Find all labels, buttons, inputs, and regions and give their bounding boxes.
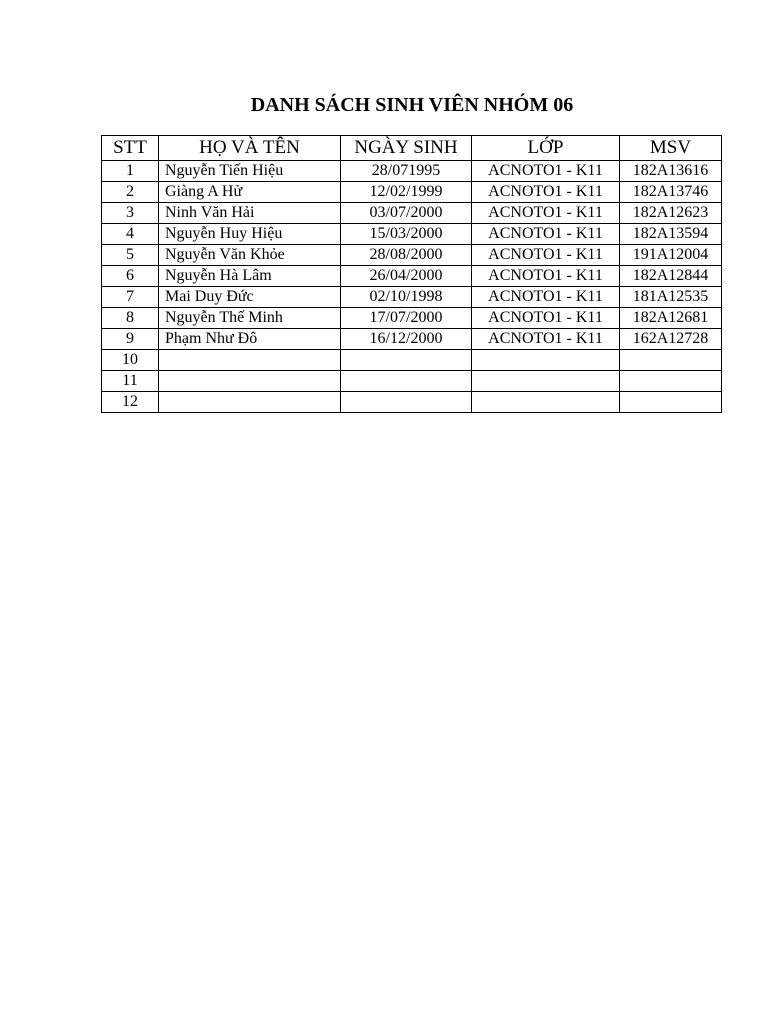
cell-date-of-birth: 26/04/2000 xyxy=(341,266,472,287)
cell-full-name: Nguyễn Tiến Hiệu xyxy=(159,161,341,182)
table-header-row xyxy=(102,136,722,161)
header-stt: STT xyxy=(102,136,159,161)
table-row xyxy=(102,329,722,350)
cell-date-of-birth: 03/07/2000 xyxy=(341,203,472,224)
cell-stt: 9 xyxy=(102,329,159,350)
cell-full-name xyxy=(159,350,341,371)
table-row xyxy=(102,266,722,287)
table-row xyxy=(102,371,722,392)
header-full-name: HỌ VÀ TÊN xyxy=(159,136,341,161)
cell-class: ACNOTO1 - K11 xyxy=(472,329,620,350)
cell-full-name: Nguyễn Thế Minh xyxy=(159,308,341,329)
cell-full-name: Nguyễn Huy Hiệu xyxy=(159,224,341,245)
cell-full-name xyxy=(159,392,341,413)
cell-student-id: 182A12623 xyxy=(620,203,722,224)
cell-stt: 12 xyxy=(102,392,159,413)
table-row xyxy=(102,203,722,224)
cell-class xyxy=(472,371,620,392)
cell-stt: 10 xyxy=(102,350,159,371)
cell-student-id xyxy=(620,392,722,413)
cell-class: ACNOTO1 - K11 xyxy=(472,266,620,287)
cell-date-of-birth: 15/03/2000 xyxy=(341,224,472,245)
cell-full-name: Ninh Văn Hải xyxy=(159,203,341,224)
table-row xyxy=(102,350,722,371)
cell-stt: 3 xyxy=(102,203,159,224)
header-student-id: MSV xyxy=(620,136,722,161)
table-row xyxy=(102,161,722,182)
cell-stt: 4 xyxy=(102,224,159,245)
header-date-of-birth: NGÀY SINH xyxy=(341,136,472,161)
cell-stt: 1 xyxy=(102,161,159,182)
cell-class: ACNOTO1 - K11 xyxy=(472,308,620,329)
cell-student-id xyxy=(620,350,722,371)
table-row xyxy=(102,182,722,203)
cell-date-of-birth xyxy=(341,392,472,413)
page-title: DANH SÁCH SINH VIÊN NHÓM 06 xyxy=(250,94,574,116)
cell-date-of-birth: 02/10/1998 xyxy=(341,287,472,308)
cell-student-id xyxy=(620,371,722,392)
cell-class: ACNOTO1 - K11 xyxy=(472,182,620,203)
table-row xyxy=(102,308,722,329)
cell-class: ACNOTO1 - K11 xyxy=(472,161,620,182)
cell-full-name xyxy=(159,371,341,392)
cell-full-name: Nguyễn Hà Lâm xyxy=(159,266,341,287)
table-row xyxy=(102,392,722,413)
cell-stt: 6 xyxy=(102,266,159,287)
table-body xyxy=(102,161,722,413)
cell-date-of-birth: 17/07/2000 xyxy=(341,308,472,329)
cell-date-of-birth xyxy=(341,350,472,371)
cell-class xyxy=(472,392,620,413)
cell-date-of-birth: 28/071995 xyxy=(341,161,472,182)
cell-full-name: Phạm Như Đô xyxy=(159,329,341,350)
student-table xyxy=(101,135,722,413)
cell-student-id: 182A12844 xyxy=(620,266,722,287)
cell-class: ACNOTO1 - K11 xyxy=(472,287,620,308)
cell-full-name: Nguyễn Văn Khỏe xyxy=(159,245,341,266)
cell-stt: 7 xyxy=(102,287,159,308)
cell-stt: 11 xyxy=(102,371,159,392)
cell-student-id: 182A13594 xyxy=(620,224,722,245)
cell-student-id: 162A12728 xyxy=(620,329,722,350)
cell-stt: 5 xyxy=(102,245,159,266)
cell-full-name: Giàng A Hử xyxy=(159,182,341,203)
cell-stt: 8 xyxy=(102,308,159,329)
cell-class: ACNOTO1 - K11 xyxy=(472,245,620,266)
table-row xyxy=(102,224,722,245)
cell-date-of-birth: 16/12/2000 xyxy=(341,329,472,350)
cell-full-name: Mai Duy Đức xyxy=(159,287,341,308)
cell-date-of-birth: 28/08/2000 xyxy=(341,245,472,266)
header-class: LỚP xyxy=(472,136,620,161)
cell-date-of-birth xyxy=(341,371,472,392)
cell-class: ACNOTO1 - K11 xyxy=(472,224,620,245)
table-row xyxy=(102,245,722,266)
cell-student-id: 191A12004 xyxy=(620,245,722,266)
table-row xyxy=(102,287,722,308)
cell-student-id: 181A12535 xyxy=(620,287,722,308)
cell-student-id: 182A12681 xyxy=(620,308,722,329)
cell-date-of-birth: 12/02/1999 xyxy=(341,182,472,203)
cell-class xyxy=(472,350,620,371)
cell-student-id: 182A13746 xyxy=(620,182,722,203)
cell-class: ACNOTO1 - K11 xyxy=(472,203,620,224)
cell-stt: 2 xyxy=(102,182,159,203)
cell-student-id: 182A13616 xyxy=(620,161,722,182)
